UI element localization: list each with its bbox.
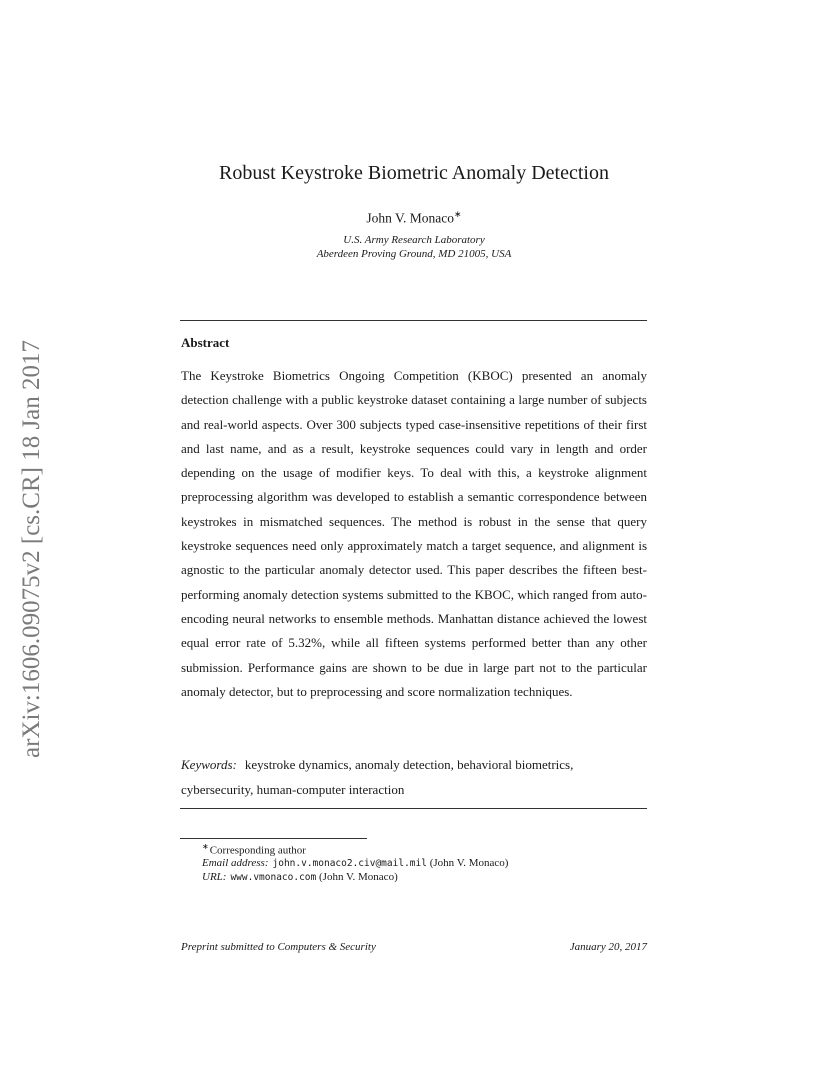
email-address-link[interactable]: john.v.monaco2.civ@mail.mil — [272, 858, 427, 870]
email-label: Email address: — [202, 857, 269, 870]
abstract-heading: Abstract — [181, 335, 230, 350]
arxiv-identifier: arXiv:1606.09075v2 [cs.CR] 18 Jan 2017 — [18, 339, 45, 758]
footer-journal: Preprint submitted to Computers & Security — [181, 941, 376, 953]
abstract-bottom-rule — [180, 808, 647, 809]
footnote-email — [180, 857, 650, 871]
author-name: John V. Monaco — [366, 210, 455, 226]
footnote-mark: ∗ — [202, 842, 209, 851]
abstract-body: The Keystroke Biometrics Ongoing Competition (KBOC) presented an anomaly detection challenge with a public keystroke dataset containing a large number of subjects and real-world aspects. Over 300 subjects typed case-insensitive repetitions of their first and last name, and as a result, keystroke sequences could vary in length and order depending on the usage of modifier keys. To deal with this, a keystroke alignment preprocessing algorithm was developed to establish a semantic correspondence between keystrokes in mismatched sequences. The method is robust in the sense that query keystroke sequences need only approximately match a target sequence, and alignment is agnostic to the particular anomaly detector used. This paper describes the fifteen best-performing anomaly detection systems submitted to the KBOC, which ranged from auto-encoding neural networks to ensemble methods. Manhattan distance achieved the lowest equal error rate of 5.32%, while all fifteen systems performed better than any other submission. Performance gains are shown to be due in large part not to the particular anomaly detector, but to preprocessing and score normalization techniques. — [181, 368, 647, 699]
keywords-label: Keywords: — [181, 757, 237, 772]
email-owner: (John V. Monaco) — [429, 857, 509, 870]
keywords-text: keystroke dynamics, anomaly detection, behavioral biometrics, cybersecurity, human-computer interaction — [181, 757, 574, 797]
keywords — [181, 753, 647, 802]
affiliation-line-1: U.S. Army Research Laboratory — [343, 234, 485, 246]
footer-date: January 20, 2017 — [569, 941, 647, 953]
url-link[interactable]: www.vmonaco.com — [230, 872, 317, 884]
paper-title: Robust Keystroke Biometric Anomaly Detection — [219, 162, 609, 184]
abstract-top-rule — [180, 320, 647, 321]
footnote-corresponding — [180, 841, 650, 857]
footnote-corresponding-text: Corresponding author — [209, 844, 306, 857]
footnote-rule — [180, 838, 367, 839]
url-owner: (John V. Monaco) — [319, 871, 398, 884]
author-footnote-mark: ∗ — [454, 209, 462, 219]
url-label: URL: — [202, 871, 227, 884]
author-line — [0, 209, 828, 227]
footnotes — [180, 841, 650, 885]
footnote-url — [180, 871, 650, 885]
affiliation-line-2: Aberdeen Proving Ground, MD 21005, USA — [316, 248, 512, 260]
